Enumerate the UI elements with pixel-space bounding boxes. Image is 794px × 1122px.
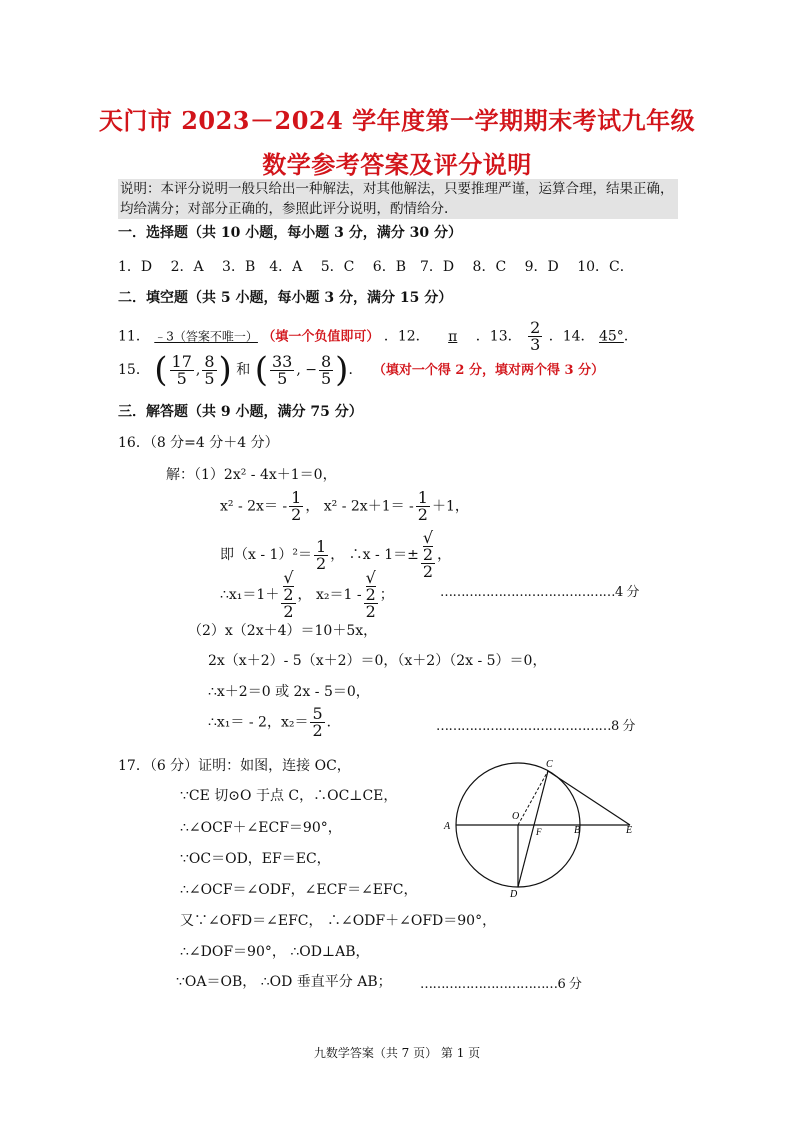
- q17-heading: 17．（6 分）证明：如图，连接 OC，: [118, 758, 351, 774]
- q16-score-2: ……………………………………8 分: [436, 719, 635, 734]
- circle-geometry-figure: [436, 755, 646, 900]
- q16-line5: （2）x（2x＋4）＝10＋5x，: [188, 623, 378, 639]
- label-a: A: [444, 821, 451, 832]
- q15-note: （填对一个得 2 分，填对两个得 3 分）: [372, 363, 605, 378]
- q16-heading: 16．（8 分=4 分＋4 分）: [118, 435, 279, 451]
- page-subtitle: 数学参考答案及评分说明: [262, 150, 532, 179]
- section-choice-heading: 一．选择题（共 10 小题，每小题 3 分，满分 30 分）: [118, 225, 462, 241]
- q16-score-1: ……………………………………4 分: [440, 585, 639, 600]
- q17-line7: ∵OA＝OB， ∴OD 垂直平分 AB；: [176, 974, 392, 990]
- q12-label: ．12．: [383, 328, 430, 345]
- q17-line3: ∵OC＝OD，EF＝EC，: [180, 851, 331, 867]
- section-solve-heading: 三．解答题（共 9 小题，满分 75 分）: [118, 404, 363, 420]
- label-e: E: [626, 825, 633, 836]
- chord-cd: [518, 771, 548, 887]
- q16-line1: 解：（1）2x² - 4x＋1＝0，: [166, 467, 337, 483]
- q16-line3: 即（x - 1）²＝ $\frac{1}{2}$ ， ∴x - 1＝± √ 2 2 ，: [220, 528, 452, 581]
- section-fill-heading: 二．填空题（共 5 小题，每小题 3 分，满分 15 分）: [118, 290, 453, 306]
- label-c: C: [546, 759, 553, 770]
- fill-line-11-14: 11． ﹣3（答案不唯一） （填一个负值即可） ．12． π ．13． $\frac{2}{3}$ ．14． 45°．: [118, 318, 638, 354]
- q16-line2: x² - 2x＝ - $\frac{1}{2}$ ， x² - 2x＋1＝ - $\frac{1}{2}$ ＋1，: [220, 488, 469, 524]
- label-b: B: [574, 825, 581, 836]
- q17-line2: ∴∠OCF＋∠ECF＝90°，: [180, 820, 342, 836]
- q11-label: 11．: [118, 328, 150, 345]
- q16-line4: ∴x₁＝1＋ √ 2 2 ， x₂＝1 - √ 2 2 ；: [220, 568, 394, 621]
- label-o: O: [512, 811, 520, 822]
- fill-line-15: 15． ( $\frac{17}{5}$ , $\frac{8}{5}$ ) 和 ( $\frac{33}{5}$ , − $\frac{8}{5}$ )． （填对一个得 2 分，填对两个得 3 分）: [118, 350, 605, 390]
- grading-note: 说明：本评分说明一般只给出一种解法，对其他解法，只要推理严谨，运算合理，结果正确，均给满分；对部分正确的，参照此评分说明，酌情给分.: [118, 179, 678, 219]
- q14-answer: 45°: [598, 328, 624, 345]
- q12-answer: π: [448, 328, 458, 345]
- q17-line1: ∵CE 切⊙O 于点 C，∴OC⊥CE，: [180, 788, 398, 804]
- q11-answer: ﹣3（答案不唯一）: [154, 329, 258, 344]
- radius-oc: [518, 771, 548, 825]
- label-d: D: [510, 889, 518, 900]
- q15-and: 和: [236, 362, 251, 378]
- q13-fraction: $\frac{2}{3}$: [530, 318, 541, 354]
- q11-note: （填一个负值即可）: [262, 329, 380, 345]
- page-title: 天门市 2023－2024 学年度第一学期期末考试九年级: [98, 106, 696, 135]
- q17-line6: ∴∠DOF＝90°， ∴OD⊥AB，: [180, 944, 370, 960]
- q14-label: ．14．: [548, 328, 595, 345]
- q16-line6: 2x（x＋2）- 5（x＋2）＝0，（x＋2）（2x - 5）＝0，: [208, 653, 547, 669]
- q16-line7: ∴x＋2＝0 或 2x - 5＝0，: [208, 684, 370, 700]
- tangent-ce: [548, 771, 630, 825]
- q17-line5: 又∵∠OFD＝∠EFC， ∴∠ODF＋∠OFD＝90°，: [180, 913, 497, 929]
- q16-line8: ∴x₁＝ - 2，x₂＝ $\frac{5}{2}$ ．: [208, 704, 341, 740]
- label-f: F: [536, 827, 542, 837]
- q17-line4: ∴∠OCF＝∠ODF，∠ECF＝∠EFC，: [180, 882, 418, 898]
- q17-score: ……………………………6 分: [420, 977, 582, 992]
- page-footer: 九数学答案（共 7 页） 第 1 页: [313, 1046, 481, 1060]
- q15-label: 15．: [118, 362, 150, 378]
- q13-label: ．13．: [475, 328, 522, 345]
- choice-answers: 1．D 2．A 3．B 4．A 5．C 6．B 7．D 8．C 9．D 10．C．: [118, 259, 634, 275]
